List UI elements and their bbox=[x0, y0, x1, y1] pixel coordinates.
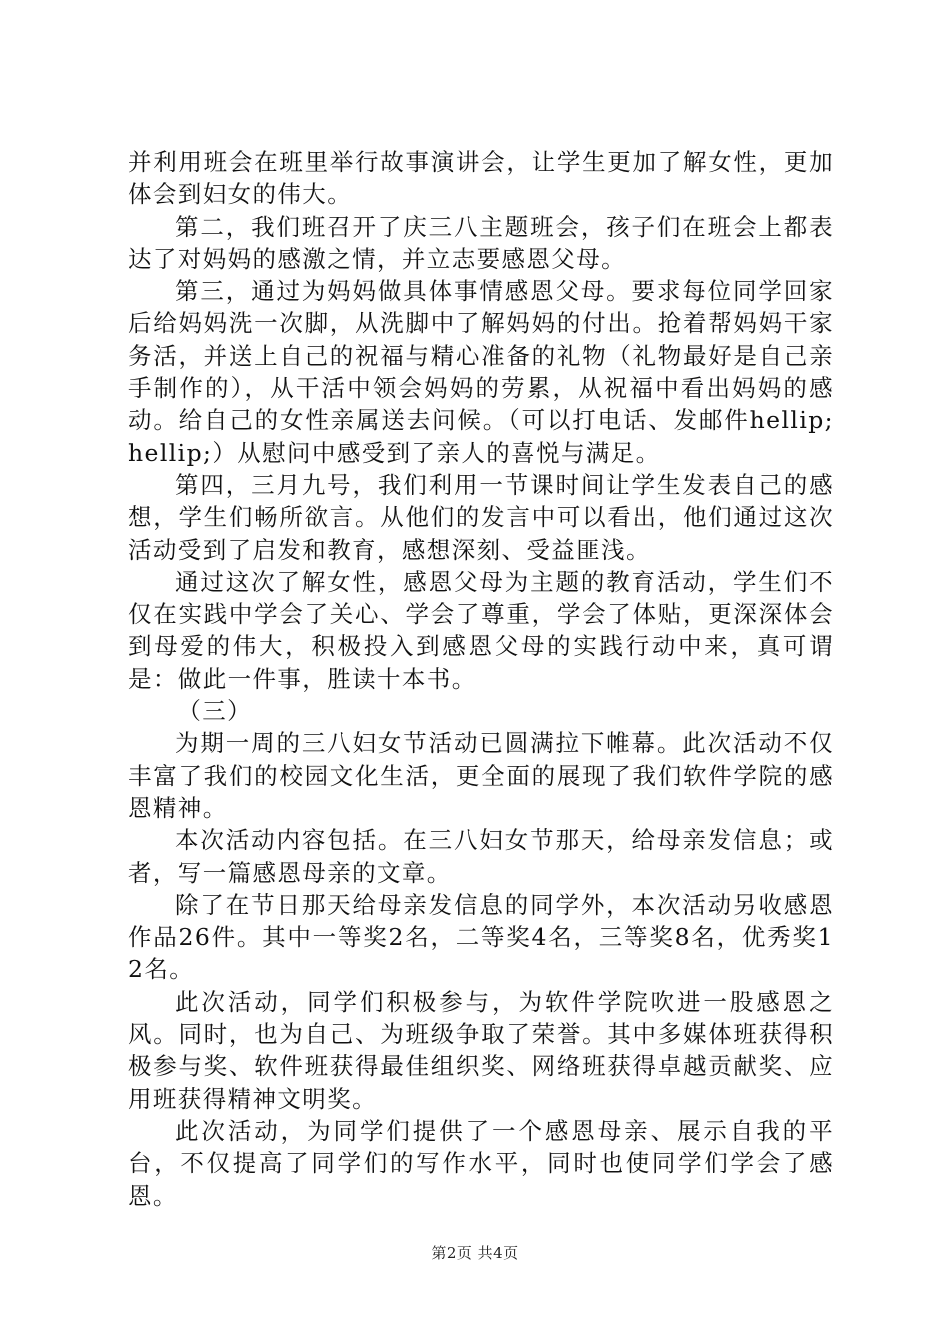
paragraph: 第三，通过为妈妈做具体事情感恩父母。要求每位同学回家后给妈妈洗一次脚，从洗脚中了解妈妈的付出。抢着帮妈妈干家务活，并送上自己的祝福与精心准备的礼物（礼物最好是自己亲手制作的），从干活中领会妈妈的劳累，从祝福中看出妈妈的感动。给自己的女性亲属送去问候。（可以打电话、发邮件hellip;hellip;）从慰问中感受到了亲人的喜悦与满足。 bbox=[128, 277, 834, 467]
paragraph: 为期一周的三八妇女节活动已圆满拉下帷幕。此次活动不仅丰富了我们的校园文化生活，更全面的展现了我们软件学院的感恩精神。 bbox=[128, 729, 834, 822]
paragraph: 第二，我们班召开了庆三八主题班会，孩子们在班会上都表达了对妈妈的感激之情，并立志要感恩父母。 bbox=[128, 212, 834, 273]
paragraph: 通过这次了解女性，感恩父母为主题的教育活动，学生们不仅在实践中学会了关心、学会了尊重，学会了体贴，更深深体会到母爱的伟大，积极投入到感恩父母的实践行动中来，真可谓是：做此一件事，胜读十本书。 bbox=[128, 567, 834, 693]
paragraph: 并利用班会在班里举行故事演讲会，让学生更加了解女性，更加体会到妇女的伟大。 bbox=[128, 148, 834, 209]
paragraph: 第四，三月九号，我们利用一节课时间让学生发表自己的感想，学生们畅所欲言。从他们的发言中可以看出，他们通过这次活动受到了启发和教育，感想深刻、受益匪浅。 bbox=[128, 470, 834, 564]
paragraph: 此次活动，为同学们提供了一个感恩母亲、展示自我的平台，不仅提高了同学们的写作水平，同时也使同学们学会了感恩。 bbox=[128, 1116, 834, 1210]
paragraph: 本次活动内容包括。在三八妇女节那天，给母亲发信息；或者，写一篇感恩母亲的文章。 bbox=[128, 826, 834, 887]
paragraph: 除了在节日那天给母亲发信息的同学外，本次活动另收感恩作品26件。其中一等奖2名，二等奖4名，三等奖8名，优秀奖12名。 bbox=[128, 890, 834, 984]
section-heading: （三） bbox=[177, 697, 253, 726]
paragraph: 此次活动，同学们积极参与，为软件学院吹进一股感恩之风。同时，也为自己、为班级争取了荣誉。其中多媒体班获得积极参与奖、软件班获得最佳组织奖、网络班获得卓越贡献奖、应用班获得精神文明奖。 bbox=[128, 987, 834, 1113]
document-body bbox=[128, 146, 834, 1212]
page-footer: 第2页 共4页 bbox=[431, 1244, 519, 1262]
